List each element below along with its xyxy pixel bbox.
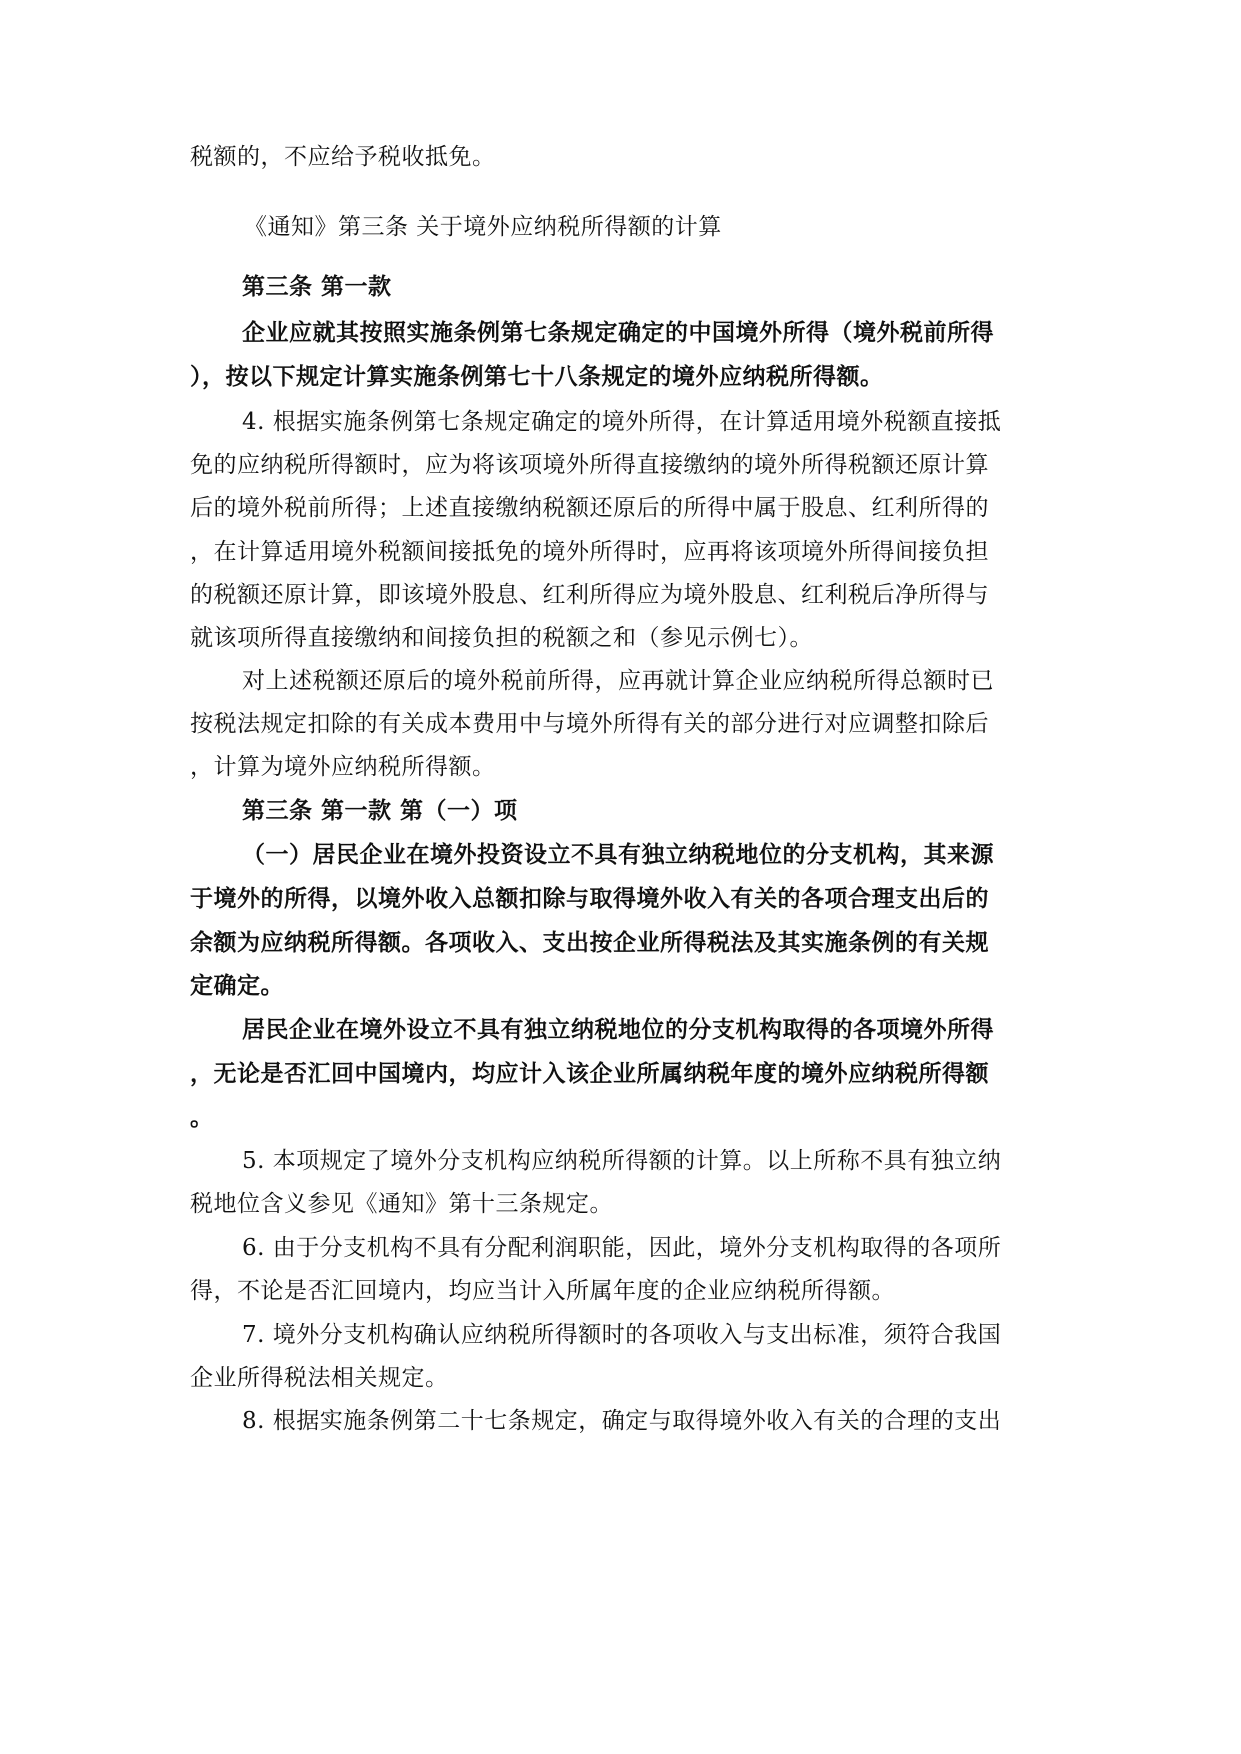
clause-text-line: 。 bbox=[190, 1105, 214, 1131]
clause-text-line: 定确定。 bbox=[190, 973, 284, 999]
clause-text-line: （一）居民企业在境外投资设立不具有独立纳税地位的分支机构，其来源 bbox=[242, 842, 994, 868]
paragraph-line: 税地位含义参见《通知》第十三条规定。 bbox=[190, 1191, 613, 1217]
paragraph-line: 就该项所得直接缴纳和间接负担的税额之和（参见示例七）。 bbox=[190, 625, 813, 651]
clause-heading: 第三条 第一款 bbox=[242, 274, 392, 300]
paragraph-line: 对上述税额还原后的境外税前所得，应再就计算企业应纳税所得总额时已 bbox=[242, 668, 994, 694]
paragraph-line: 的税额还原计算，即该境外股息、红利所得应为境外股息、红利税后净所得与 bbox=[190, 582, 989, 608]
clause-text-line: 于境外的所得，以境外收入总额扣除与取得境外收入有关的各项合理支出后的 bbox=[190, 886, 989, 912]
paragraph-line: 后的境外税前所得；上述直接缴纳税额还原后的所得中属于股息、红利所得的 bbox=[190, 495, 989, 521]
clause-heading: 第三条 第一款 第（一）项 bbox=[242, 798, 518, 824]
clause-text-line: 企业应就其按照实施条例第七条规定确定的中国境外所得（境外税前所得 bbox=[242, 320, 994, 346]
paragraph-line: ，计算为境外应纳税所得额。 bbox=[190, 754, 496, 780]
paragraph-line: 税额的，不应给予税收抵免。 bbox=[190, 144, 496, 170]
paragraph-line: 按税法规定扣除的有关成本费用中与境外所得有关的部分进行对应调整扣除后 bbox=[190, 711, 989, 737]
paragraph-line: 免的应纳税所得额时，应为将该项境外所得直接缴纳的境外所得税额还原计算 bbox=[190, 452, 989, 478]
paragraph-line: 5. 本项规定了境外分支机构应纳税所得额的计算。以上所称不具有独立纳 bbox=[242, 1148, 1002, 1174]
paragraph-line: 6. 由于分支机构不具有分配利润职能，因此，境外分支机构取得的各项所 bbox=[242, 1235, 1002, 1261]
paragraph-line: 企业所得税法相关规定。 bbox=[190, 1365, 449, 1391]
paragraph-line: 得，不论是否汇回境内，均应当计入所属年度的企业应纳税所得额。 bbox=[190, 1278, 895, 1304]
section-heading: 《通知》第三条 关于境外应纳税所得额的计算 bbox=[244, 214, 722, 240]
clause-text-line: 居民企业在境外设立不具有独立纳税地位的分支机构取得的各项境外所得 bbox=[242, 1017, 994, 1043]
paragraph-line: ，在计算适用境外税额间接抵免的境外所得时，应再将该项境外所得间接负担 bbox=[190, 539, 989, 565]
clause-text-line: ），按以下规定计算实施条例第七十八条规定的境外应纳税所得额。 bbox=[190, 364, 884, 390]
paragraph-line: 8. 根据实施条例第二十七条规定，确定与取得境外收入有关的合理的支出 bbox=[242, 1408, 1002, 1434]
paragraph-line: 4. 根据实施条例第七条规定确定的境外所得，在计算适用境外税额直接抵 bbox=[242, 409, 1002, 435]
clause-text-line: 余额为应纳税所得额。各项收入、支出按企业所得税法及其实施条例的有关规 bbox=[190, 930, 989, 956]
paragraph-line: 7. 境外分支机构确认应纳税所得额时的各项收入与支出标准，须符合我国 bbox=[242, 1322, 1002, 1348]
clause-text-line: ，无论是否汇回中国境内，均应计入该企业所属纳税年度的境外应纳税所得额 bbox=[190, 1061, 989, 1087]
